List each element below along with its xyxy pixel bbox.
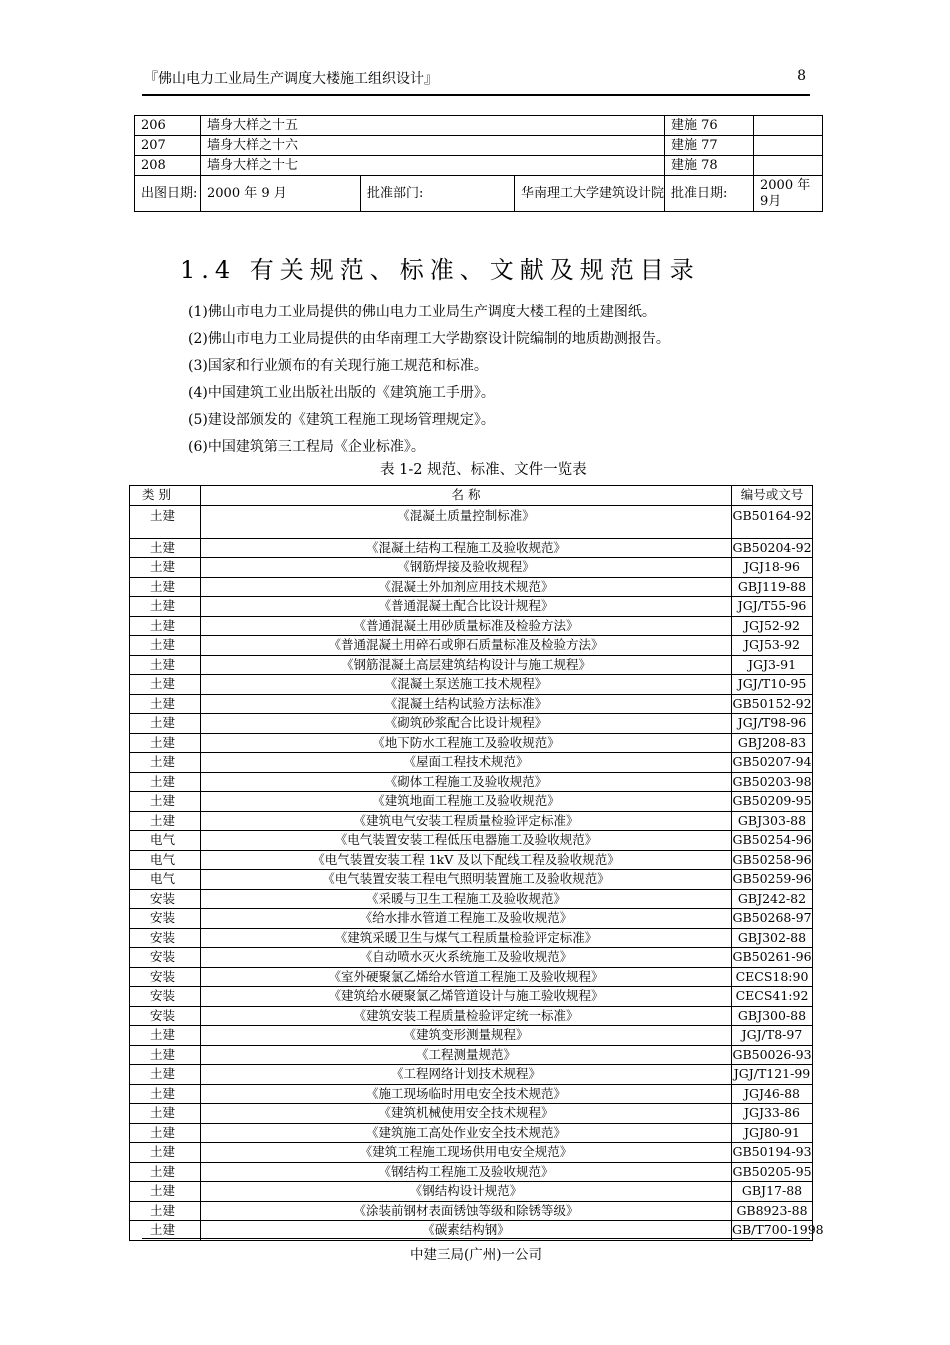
spec-category: 土建 — [130, 1182, 201, 1202]
spec-row — [130, 987, 813, 1007]
drawing-note — [754, 156, 823, 176]
spec-name: 《建筑变形测量规程》 — [201, 1026, 732, 1046]
spec-code: JGJ46-88 — [732, 1084, 813, 1104]
spec-category: 安装 — [130, 948, 201, 968]
spec-row — [130, 655, 813, 675]
spec-category: 电气 — [130, 831, 201, 851]
spec-code: GBJ302-88 — [732, 928, 813, 948]
spec-category: 安装 — [130, 928, 201, 948]
header-code: 编号或文号 — [732, 486, 813, 506]
spec-code: JGJ53-92 — [732, 636, 813, 656]
spec-code: CECS18:90 — [732, 967, 813, 987]
spec-row — [130, 831, 813, 851]
spec-code: GB50152-92 — [732, 694, 813, 714]
reference-list — [188, 299, 670, 461]
spec-name: 《建筑安装工程质量检验评定统一标准》 — [201, 1006, 732, 1026]
spec-row — [130, 714, 813, 734]
spec-name: 《钢结构设计规范》 — [201, 1182, 732, 1202]
spec-name: 《普通混凝土用砂质量标准及检验方法》 — [201, 616, 732, 636]
spec-name: 《混凝土外加剂应用技术规范》 — [201, 577, 732, 597]
spec-code: GB8923-88 — [732, 1201, 813, 1221]
spec-code: CECS41:92 — [732, 987, 813, 1007]
spec-category: 土建 — [130, 714, 201, 734]
spec-row — [130, 1201, 813, 1221]
spec-code: GB50261-96 — [732, 948, 813, 968]
spec-name: 《钢筋焊接及验收规程》 — [201, 558, 732, 578]
spec-row — [130, 694, 813, 714]
drawing-row — [135, 156, 823, 176]
spec-code: JGJ33-86 — [732, 1104, 813, 1124]
spec-category: 土建 — [130, 1143, 201, 1163]
spec-code: GB50207-94 — [732, 753, 813, 773]
spec-code: GB50259-96 — [732, 870, 813, 890]
spec-category: 土建 — [130, 1045, 201, 1065]
header-category: 类 别 — [130, 486, 201, 506]
spec-row — [130, 1123, 813, 1143]
spec-row — [130, 733, 813, 753]
drawing-code: 建施 78 — [665, 156, 754, 176]
spec-row — [130, 772, 813, 792]
table-caption: 表 1-2 规范、标准、文件一览表 — [380, 462, 587, 478]
section-heading: 1.4 有关规范、标准、文献及规范目录 — [180, 256, 700, 284]
approve-dept-label: 批准部门: — [361, 176, 515, 212]
spec-name: 《电气装置安装工程 1kV 及以下配线工程及验收规范》 — [201, 850, 732, 870]
spec-name: 《电气装置安装工程低压电器施工及验收规范》 — [201, 831, 732, 851]
spec-category: 土建 — [130, 1065, 201, 1085]
spec-category: 安装 — [130, 1006, 201, 1026]
spec-name: 《混凝土质量控制标准》 — [201, 505, 732, 538]
spec-row — [130, 1006, 813, 1026]
spec-code: JGJ/T10-95 — [732, 675, 813, 695]
document-title: 『佛山电力工业局生产调度大楼施工组织设计』 — [144, 71, 438, 87]
spec-row — [130, 636, 813, 656]
spec-category: 安装 — [130, 909, 201, 929]
drawing-name: 墙身大样之十五 — [201, 116, 665, 136]
drawing-note — [754, 116, 823, 136]
spec-code: GB50204-92 — [732, 538, 813, 558]
spec-category: 安装 — [130, 967, 201, 987]
spec-code: GBJ300-88 — [732, 1006, 813, 1026]
drawing-row — [135, 136, 823, 156]
spec-name: 《混凝土泵送施工技术规程》 — [201, 675, 732, 695]
spec-code: JGJ/T55-96 — [732, 597, 813, 617]
spec-name: 《混凝土结构工程施工及验收规范》 — [201, 538, 732, 558]
spec-row — [130, 597, 813, 617]
drawing-note — [754, 136, 823, 156]
spec-code: JGJ/T121-99 — [732, 1065, 813, 1085]
spec-name: 《屋面工程技术规范》 — [201, 753, 732, 773]
spec-name: 《地下防水工程施工及验收规范》 — [201, 733, 732, 753]
spec-category: 土建 — [130, 675, 201, 695]
spec-row — [130, 538, 813, 558]
spec-row — [130, 928, 813, 948]
spec-category: 土建 — [130, 1104, 201, 1124]
spec-row — [130, 577, 813, 597]
spec-code: GB/T700-1998 — [732, 1221, 813, 1241]
spec-name: 《钢结构工程施工及验收规范》 — [201, 1162, 732, 1182]
spec-code: GB50205-95 — [732, 1162, 813, 1182]
drawing-no: 207 — [135, 136, 201, 156]
spec-category: 土建 — [130, 655, 201, 675]
spec-row — [130, 505, 813, 538]
approve-date: 2000 年 9月 — [754, 176, 823, 212]
spec-name: 《建筑电气安装工程质量检验评定标准》 — [201, 811, 732, 831]
spec-code: JGJ52-92 — [732, 616, 813, 636]
spec-code: GBJ242-82 — [732, 889, 813, 909]
spec-name: 《建筑地面工程施工及验收规范》 — [201, 792, 732, 812]
reference-item: (4)中国建筑工业出版社出版的《建筑施工手册》。 — [188, 385, 495, 401]
spec-name: 《工程测量规范》 — [201, 1045, 732, 1065]
spec-code: GB50209-95 — [732, 792, 813, 812]
spec-name: 《碳素结构钢》 — [201, 1221, 732, 1241]
spec-category: 土建 — [130, 1123, 201, 1143]
spec-category: 土建 — [130, 733, 201, 753]
page-header — [142, 66, 810, 96]
spec-row — [130, 1065, 813, 1085]
spec-name: 《建筑机械使用安全技术规程》 — [201, 1104, 732, 1124]
reference-item: (2)佛山市电力工业局提供的由华南理工大学勘察设计院编制的地质勘测报告。 — [188, 331, 670, 347]
spec-category: 电气 — [130, 870, 201, 890]
spec-name: 《采暖与卫生工程施工及验收规范》 — [201, 889, 732, 909]
drawing-name: 墙身大样之十七 — [201, 156, 665, 176]
reference-item: (1)佛山市电力工业局提供的佛山电力工业局生产调度大楼工程的土建图纸。 — [188, 304, 656, 320]
reference-item: (6)中国建筑第三工程局《企业标准》。 — [188, 439, 425, 455]
spec-row — [130, 967, 813, 987]
spec-category: 土建 — [130, 1221, 201, 1241]
spec-code: GB50203-98 — [732, 772, 813, 792]
spec-category: 土建 — [130, 811, 201, 831]
spec-category: 土建 — [130, 1201, 201, 1221]
spec-row — [130, 850, 813, 870]
spec-category: 土建 — [130, 597, 201, 617]
spec-name: 《砌体工程施工及验收规范》 — [201, 772, 732, 792]
spec-category: 土建 — [130, 616, 201, 636]
approve-dept: 华南理工大学建筑设计院 — [515, 176, 665, 212]
drawing-no: 206 — [135, 116, 201, 136]
spec-code: GB50258-96 — [732, 850, 813, 870]
spec-row — [130, 870, 813, 890]
spec-name: 《普通混凝土配合比设计规程》 — [201, 597, 732, 617]
spec-row — [130, 811, 813, 831]
spec-name: 《建筑工程施工现场供用电安全规范》 — [201, 1143, 732, 1163]
header-name: 名 称 — [201, 486, 732, 506]
issue-date-label: 出图日期: — [135, 176, 201, 212]
drawing-code: 建施 77 — [665, 136, 754, 156]
spec-category: 土建 — [130, 558, 201, 578]
spec-code: GB50194-93 — [732, 1143, 813, 1163]
spec-code: JGJ/T98-96 — [732, 714, 813, 734]
approve-date-label: 批准日期: — [665, 176, 754, 212]
spec-code: GB50268-97 — [732, 909, 813, 929]
spec-row — [130, 675, 813, 695]
spec-category: 土建 — [130, 505, 201, 538]
spec-code: GBJ119-88 — [732, 577, 813, 597]
spec-name: 《自动喷水灭火系统施工及验收规范》 — [201, 948, 732, 968]
drawing-code: 建施 76 — [665, 116, 754, 136]
spec-row — [130, 1143, 813, 1163]
spec-name: 《建筑采暖卫生与煤气工程质量检验评定标准》 — [201, 928, 732, 948]
spec-category: 土建 — [130, 538, 201, 558]
spec-name: 《普通混凝土用碎石或卵石质量标准及检验方法》 — [201, 636, 732, 656]
spec-category: 土建 — [130, 1084, 201, 1104]
spec-name: 《工程网络计划技术规程》 — [201, 1065, 732, 1085]
spec-table — [129, 485, 824, 1241]
spec-code: GB50164-92 — [732, 505, 813, 538]
drawing-no: 208 — [135, 156, 201, 176]
drawing-list-table — [134, 115, 823, 212]
reference-item: (3)国家和行业颁布的有关现行施工规范和标准。 — [188, 358, 488, 374]
spec-row — [130, 909, 813, 929]
spec-name: 《给水排水管道工程施工及验收规范》 — [201, 909, 732, 929]
spec-category: 安装 — [130, 987, 201, 1007]
spec-row — [130, 1045, 813, 1065]
spec-name: 《建筑给水硬聚氯乙烯管道设计与施工验收规程》 — [201, 987, 732, 1007]
spec-category: 土建 — [130, 792, 201, 812]
spec-name: 《混凝土结构试验方法标准》 — [201, 694, 732, 714]
spec-table-header — [130, 486, 813, 506]
drawing-name: 墙身大样之十六 — [201, 136, 665, 156]
spec-category: 电气 — [130, 850, 201, 870]
spec-category: 土建 — [130, 772, 201, 792]
drawing-row — [135, 116, 823, 136]
approval-row — [135, 176, 823, 212]
spec-name: 《电气装置安装工程电气照明装置施工及验收规范》 — [201, 870, 732, 890]
page-footer: 中建三局(广州)一公司 — [142, 1238, 810, 1263]
spec-name: 《施工现场临时用电安全技术规范》 — [201, 1084, 732, 1104]
issue-date: 2000 年 9 月 — [201, 176, 361, 212]
spec-name: 《建筑施工高处作业安全技术规范》 — [201, 1123, 732, 1143]
spec-row — [130, 1162, 813, 1182]
spec-code: JGJ/T8-97 — [732, 1026, 813, 1046]
spec-code: JGJ80-91 — [732, 1123, 813, 1143]
spec-name: 《涂装前钢材表面锈蚀等级和除锈等级》 — [201, 1201, 732, 1221]
spec-name: 《钢筋混凝土高层建筑结构设计与施工规程》 — [201, 655, 732, 675]
spec-category: 土建 — [130, 1162, 201, 1182]
spec-category: 土建 — [130, 636, 201, 656]
spec-category: 土建 — [130, 694, 201, 714]
spec-category: 土建 — [130, 1026, 201, 1046]
spec-code: JGJ18-96 — [732, 558, 813, 578]
spec-category: 安装 — [130, 889, 201, 909]
spec-row — [130, 889, 813, 909]
spec-category: 土建 — [130, 753, 201, 773]
spec-row — [130, 1084, 813, 1104]
spec-row — [130, 1104, 813, 1124]
spec-code: GBJ303-88 — [732, 811, 813, 831]
page-number: 8 — [797, 68, 806, 84]
spec-code: JGJ3-91 — [732, 655, 813, 675]
spec-row — [130, 558, 813, 578]
spec-row — [130, 1182, 813, 1202]
spec-code: GBJ208-83 — [732, 733, 813, 753]
spec-code: GB50254-96 — [732, 831, 813, 851]
spec-code: GB50026-93 — [732, 1045, 813, 1065]
spec-row — [130, 948, 813, 968]
spec-row — [130, 1026, 813, 1046]
spec-code: GBJ17-88 — [732, 1182, 813, 1202]
spec-row — [130, 616, 813, 636]
spec-name: 《砌筑砂浆配合比设计规程》 — [201, 714, 732, 734]
reference-item: (5)建设部颁发的《建筑工程施工现场管理规定》。 — [188, 412, 495, 428]
spec-name: 《室外硬聚氯乙烯给水管道工程施工及验收规程》 — [201, 967, 732, 987]
spec-row — [130, 792, 813, 812]
spec-category: 土建 — [130, 577, 201, 597]
spec-row — [130, 753, 813, 773]
